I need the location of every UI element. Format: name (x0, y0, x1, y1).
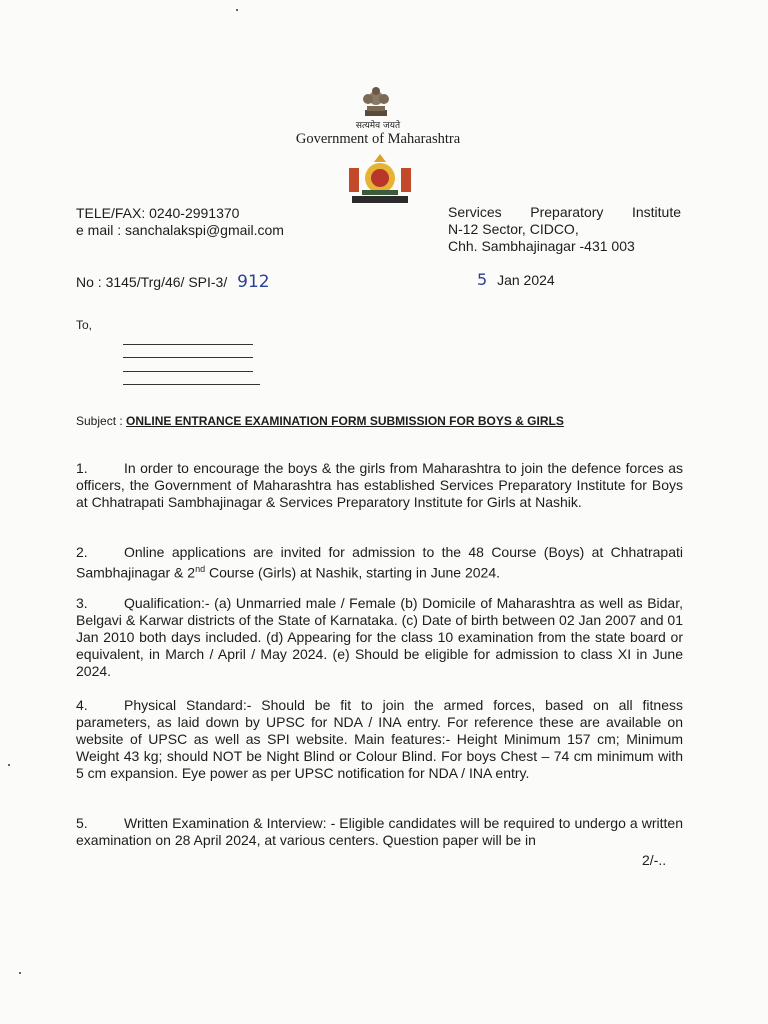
subject-label: Subject : (76, 414, 123, 428)
letter-date (477, 270, 555, 289)
paragraph-4 (76, 697, 683, 782)
reference-handwritten: 912 (237, 272, 270, 292)
paragraph-2 (76, 544, 683, 582)
date-handwritten-day: 5 (477, 270, 488, 289)
paragraph-text: In order to encourage the boys & the girls from Maharashtra to join the defence forces as officers, the Government of Maharashtra has established Services Preparatory Institute for Boys at Chhatrapati Sambhajinagar & Services Preparatory Institute for Girls at Nashik. (76, 460, 683, 510)
government-title: Government of Maharashtra (295, 131, 461, 147)
address-line-1 (448, 204, 681, 221)
reference-printed: No : 3145/Trg/46/ SPI-3/ (76, 274, 228, 290)
to-label: To, (76, 318, 93, 332)
superscript: nd (195, 564, 206, 574)
subject-line (76, 414, 564, 428)
address-line-2: N-12 Sector, CIDCO, (448, 221, 579, 237)
paragraph-text: Physical Standard:- Should be fit to join the armed forces, based on all fitness parameters, as laid down by UPSC for NDA / INA entry. For reference these are available on website of UPSC as well as SPI website. Main features:- Height Minimum 157 cm; Minimum Weight 43 kg; should NOT be Night Blind or Colour Blind. For boys Chest – 74 cm minimum with 5 cm expansion. Eye power as per UPSC notification for NDA / INA entry. (76, 697, 683, 781)
stray-mark (236, 9, 238, 11)
paragraph-number: 5. (76, 815, 88, 831)
paragraph-text: Online applications are invited for admission to the 48 Course (Boys) at Chhatrapati Sambhajinagar & 2 (76, 544, 683, 581)
address-line-3: Chh. Sambhajinagar -431 003 (448, 238, 635, 254)
address-word: Services (448, 204, 502, 220)
tel-fax: TELE/FAX: 0240-2991370 (76, 205, 240, 221)
paragraph-number: 3. (76, 595, 88, 611)
reference-number (76, 272, 270, 292)
page-continuation: 2/-.. (642, 852, 667, 868)
paragraph-text: Course (Girls) at Nashik, starting in June 2024. (205, 564, 500, 581)
paragraph-number: 4. (76, 697, 88, 713)
paragraph-1 (76, 460, 683, 511)
addressee-blank-line (123, 357, 253, 358)
addressee-blank-line (123, 344, 253, 345)
subject-text: ONLINE ENTRANCE EXAMINATION FORM SUBMISSION FOR BOYS & GIRLS (126, 414, 564, 428)
emblem-motto: सत्यमेव जयते (355, 121, 401, 131)
address-block (448, 204, 681, 255)
paragraph-number: 2. (76, 544, 88, 560)
paragraph-text: Written Examination & Interview: - Eligible candidates will be required to undergo a written examination on 28 April 2024, at various centers. Question paper will be in (76, 815, 683, 848)
address-word: Preparatory (530, 204, 604, 220)
contact-block (76, 205, 284, 239)
paragraph-3 (76, 595, 683, 680)
national-emblem-icon (359, 86, 393, 118)
address-word: Institute (631, 204, 681, 220)
email-address: e mail : sanchalakspi@gmail.com (76, 222, 284, 238)
addressee-blank-line (123, 371, 253, 372)
paragraph-text: Qualification:- (a) Unmarried male / Female (b) Domicile of Maharashtra as well as Bidar, Belgavi & Karwar districts of the State of Karnataka. (c) Date of birth between 02 Jan 2007 and 01 Jan 2010 both days included. (d) Appearing for the class 10 examination from the state board or equivalent, in March / April / May 2024. (e) Should be eligible for admission to class XI in June 2024. (76, 595, 683, 679)
stray-mark (19, 972, 21, 974)
date-printed: Jan 2024 (497, 272, 555, 288)
addressee-blank-line (123, 384, 260, 385)
stray-mark (8, 764, 10, 766)
institute-logo-icon (346, 152, 414, 206)
paragraph-5 (76, 815, 683, 849)
paragraph-number: 1. (76, 460, 88, 476)
